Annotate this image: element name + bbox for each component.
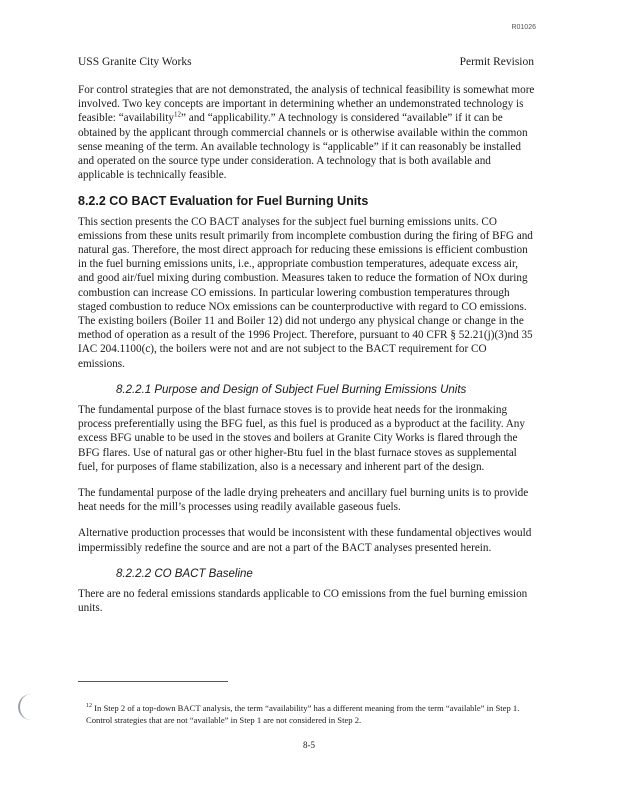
subsection-2-heading: 8.2.2.2 CO BACT Baseline (116, 567, 253, 580)
footnote-text: In Step 2 of a top-down BACT analysis, the term “availability” has a different meaning from the term “available” in Step 1. Control strategies that are not “available” in Step 1 are not considered in Step 2. (86, 703, 520, 725)
section-paragraph: This section presents the CO BACT analyses for the subject fuel burning emissions units. CO emissions from these units result primarily from incomplete combustion during the firing of BFG and natural gas. Therefore, the most direct approach for reducing these emissions is efficient combustion in the fuel burning emissions units, i.e., appropriate combustion temperatures, adequate excess air, and good air/fuel mixing during combustion. Measures taken to reduce the formation of NOx during combustion can increase CO emissions. In particular lowering combustion temperatures through staged combustion to reduce NOx emissions can be counterproductive with regard to CO emissions. The existing boilers (Boiler 11 and Boiler 12) did not undergo any physical change or change in the method of operation as a result of the 1996 Project. Therefore, pursuant to 40 CFR § 52.21(j)(3)nd 35 IAC 204.1100(c), the boilers were not and are not subject to the BACT requirement for CO emissions. (78, 215, 533, 370)
intro-text-a: For control strategies that are not demonstrated, the analysis of technical feasibility is somewhat more involved. Two key concepts are important in determining whether an undemonstrated technology is feasible: “availability (78, 84, 535, 125)
header-facility-name: USS Granite City Works (78, 56, 192, 68)
intro-text-b: ” and “applicability.” A technology is considered “available” if it can be obtained by the applicant through commercial channels or is otherwise available within the common sense meaning of the term. An available technology is “applicable” if it can reasonably be installed and operated on the source type under consideration. A technology that is both available and applicable is technically feasible. (78, 112, 528, 182)
footnote-number: 12 (86, 703, 92, 710)
subsection-1-paragraph: Alternative production processes that would be inconsistent with these fundamental objectives would impermissibly redefine the source and are not a part of the BACT analyses presented herein. (78, 527, 532, 554)
section-heading: 8.2.2 CO BACT Evaluation for Fuel Burning Units (78, 194, 369, 209)
header-document-type: Permit Revision (459, 56, 534, 68)
subsection-1-paragraph: The fundamental purpose of the blast furnace stoves is to provide heat needs for the ironmaking process preferentially using the BFG fuel, as this fuel is produced as a byproduct at the facility. Any excess BFG unable to be used in the stoves and boilers at Granite City Works is flared through the BFG flares. Use of natural gas or other higher-Btu fuel in the blast furnace stoves as supplemental fuel, for purposes of flame stabilization, also is a necessary and inherent part of the design. (78, 404, 525, 473)
footnote-ref: 12 (173, 110, 181, 119)
subsection-1-paragraph: The fundamental purpose of the ladle drying preheaters and ancillary fuel burning units is to provide heat needs for the mill’s processes using readily available gaseous fuels. (78, 487, 529, 514)
binding-bracket-mark (18, 694, 34, 720)
footnote (86, 702, 536, 726)
subsection-1-heading: 8.2.2.1 Purpose and Design of Subject Fuel Burning Emissions Units (116, 383, 467, 396)
subsection-2-paragraph: There are no federal emissions standards applicable to CO emissions from the fuel burning emission units. (78, 588, 528, 615)
page-body (78, 83, 536, 628)
footnote-divider (78, 681, 228, 682)
document-stamp: R01026 (511, 24, 536, 31)
page-number: 8-5 (303, 740, 315, 750)
intro-paragraph (78, 83, 536, 182)
